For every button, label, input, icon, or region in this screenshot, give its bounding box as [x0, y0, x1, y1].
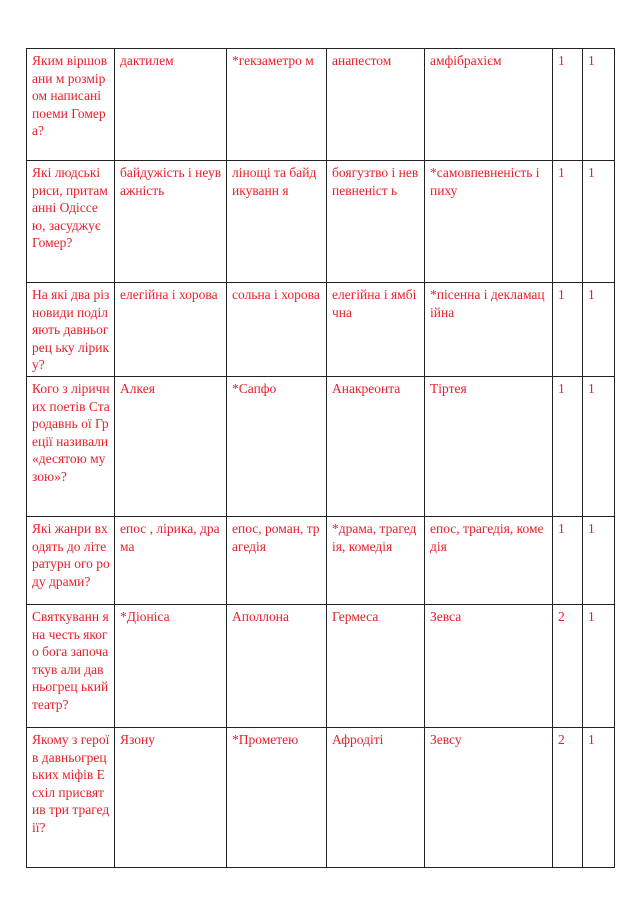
table-row	[27, 49, 615, 161]
score-cell: 2	[553, 727, 583, 867]
option-a-cell: епос , лірика, драма	[115, 516, 227, 604]
option-a-cell: *Діоніса	[115, 604, 227, 727]
score-cell: 1	[553, 516, 583, 604]
count-cell: 1	[583, 727, 615, 867]
count-cell: 1	[583, 516, 615, 604]
count-cell: 1	[583, 376, 615, 516]
option-b-cell: *Прометею	[227, 727, 327, 867]
option-d-cell: Зевсу	[425, 727, 553, 867]
count-cell: 1	[583, 49, 615, 161]
option-c-cell: *драма, трагедія, комедія	[327, 516, 425, 604]
question-cell: Які людські риси, притаманні Одіссею, засуджує Гомер?	[27, 161, 115, 283]
option-a-cell: Алкея	[115, 376, 227, 516]
question-cell: Кого з ліричних поетів Стародавнь ої Греції називали «десятою музою»?	[27, 376, 115, 516]
question-cell: Які жанри входять до літературн ого роду драми?	[27, 516, 115, 604]
option-d-cell: *пісенна і декламаційна	[425, 283, 553, 377]
score-cell: 1	[553, 376, 583, 516]
option-b-cell: *Сапфо	[227, 376, 327, 516]
score-cell: 1	[553, 161, 583, 283]
question-cell: Святкуванн я на честь якого бога започаткув али давньогрец ький театр?	[27, 604, 115, 727]
quiz-table	[26, 48, 615, 868]
table-row	[27, 376, 615, 516]
count-cell: 1	[583, 604, 615, 727]
question-cell: Якому з героїв давньогрец ьких міфів Есхіл присвятив три трагедії?	[27, 727, 115, 867]
score-cell: 2	[553, 604, 583, 727]
score-cell: 1	[553, 49, 583, 161]
score-cell: 1	[553, 283, 583, 377]
option-b-cell: *гекзаметро м	[227, 49, 327, 161]
option-d-cell: Зевса	[425, 604, 553, 727]
option-d-cell: Тіртея	[425, 376, 553, 516]
option-d-cell: амфібрахієм	[425, 49, 553, 161]
option-c-cell: анапестом	[327, 49, 425, 161]
table-row	[27, 161, 615, 283]
count-cell: 1	[583, 283, 615, 377]
question-cell: На які два різновиди поділяють давньогрец ьку лірику?	[27, 283, 115, 377]
option-c-cell: Анакреонта	[327, 376, 425, 516]
option-b-cell: епос, роман, трагедія	[227, 516, 327, 604]
option-c-cell: Гермеса	[327, 604, 425, 727]
option-b-cell: сольна і хорова	[227, 283, 327, 377]
option-c-cell: боягузтво і невпевненіст ь	[327, 161, 425, 283]
option-c-cell: елегійна і ямбічна	[327, 283, 425, 377]
option-d-cell: епос, трагедія, комедія	[425, 516, 553, 604]
option-b-cell: лінощі та байдикуванн я	[227, 161, 327, 283]
count-cell: 1	[583, 161, 615, 283]
option-a-cell: елегійна і хорова	[115, 283, 227, 377]
table-row	[27, 516, 615, 604]
option-c-cell: Афродіті	[327, 727, 425, 867]
question-cell: Яким віршовани м розміром написані поеми Гомера?	[27, 49, 115, 161]
option-a-cell: Язону	[115, 727, 227, 867]
option-a-cell: байдужість і неуважність	[115, 161, 227, 283]
table-row	[27, 283, 615, 377]
option-a-cell: дактилем	[115, 49, 227, 161]
table-row	[27, 604, 615, 727]
option-d-cell: *самовпевненість і пиху	[425, 161, 553, 283]
table-row	[27, 727, 615, 867]
option-b-cell: Аполлона	[227, 604, 327, 727]
